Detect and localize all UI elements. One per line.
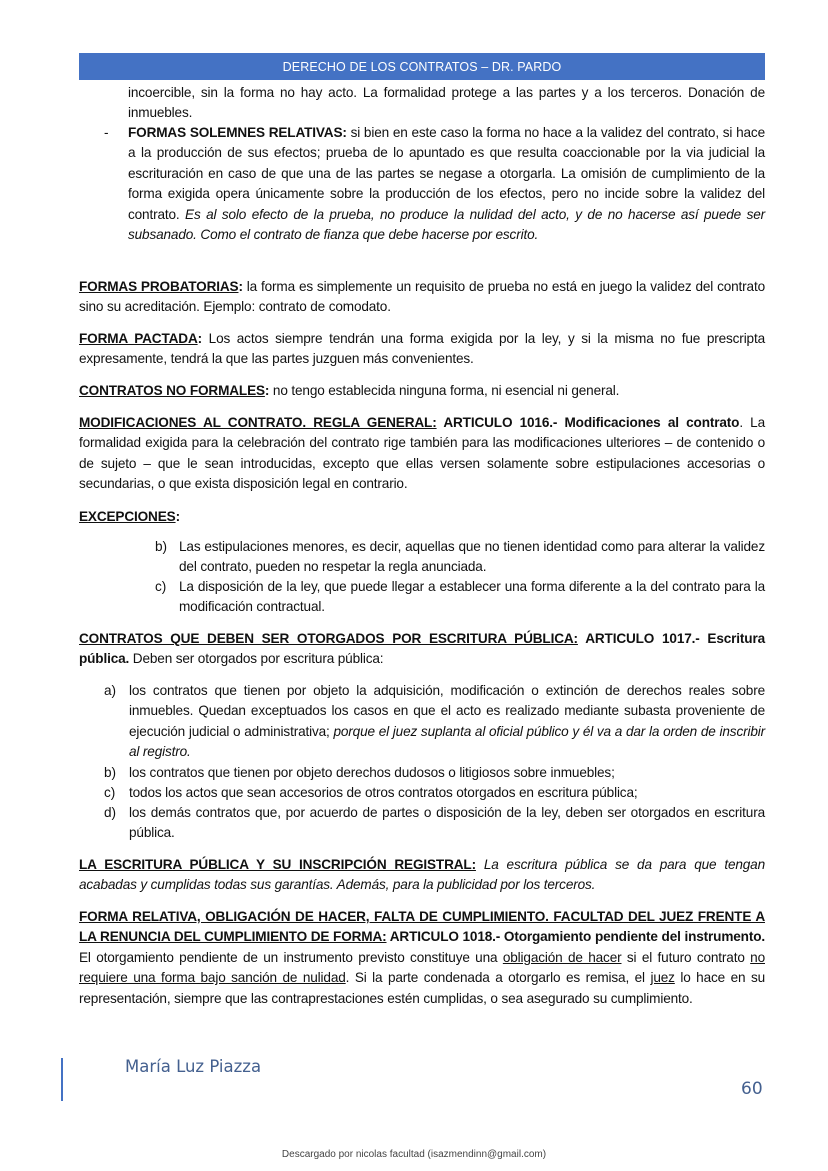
text-run: no tengo establecida ninguna forma, ni esencial ni general. (269, 383, 620, 398)
paragraph-non-formal (79, 381, 765, 401)
text-run: FORMAS PROBATORIAS (79, 279, 239, 294)
list-item (129, 803, 765, 844)
text-run: : (175, 509, 180, 524)
paragraph-registration (79, 855, 765, 896)
text-run: Los actos siempre tendrán una forma exigida por la ley, y si la misma no fue prescripta expresamente, tendrá la que las partes juzguen más convenientes. (79, 331, 766, 367)
list-label: b) (104, 765, 117, 780)
paragraph-relative-form (79, 907, 765, 1009)
text-run: la forma es simplemente un requisito de prueba no está en juego la validez del contrato sino su acreditación. Ejemplo: contrato de comodato. (79, 279, 766, 315)
text-run: CONTRATOS QUE DEBEN SER OTORGADOS POR ESCRITURA PÚBLICA: (79, 631, 578, 646)
paragraph-agreed-form (79, 329, 765, 370)
text-run: FORMAS SOLEMNES RELATIVAS: (128, 125, 347, 140)
download-note: Descargado por nicolas facultad (isazmendinn@gmail.com) (281, 1149, 547, 1160)
footer-divider (61, 1058, 63, 1101)
text-run: CONTRATOS NO FORMALES (79, 383, 265, 398)
paragraph-public-deed (79, 629, 765, 670)
text-run: Deben ser otorgados por escritura pública: (129, 651, 384, 667)
text-run: . Si la parte condenada a otorgarlo es remisa, el (345, 970, 651, 986)
list-item (129, 783, 765, 803)
list-label: c) (155, 579, 167, 594)
text-run: FORMA RELATIVA, OBLIGACIÓN DE HACER, FALTA DE CUMPLIMIENTO. FACULTAD DEL JUEZ FRENTE A LA RENUNCIA DEL CUMPLIMIENTO DE FORMA: (79, 909, 765, 945)
text-run: Las estipulaciones menores, es decir, aquellas que no tienen identidad como para alterar la validez del contrato, pueden no respetar la regla anunciada. (179, 539, 765, 575)
heading-exceptions (79, 507, 765, 527)
list-item (179, 577, 765, 618)
list-label: d) (104, 805, 117, 820)
text-run: ARTICULO 1016.- Modificaciones al contrato (436, 415, 740, 430)
list-item (179, 537, 765, 578)
text-run: los demás contratos que, por acuerdo de partes o disposición de la ley, deben ser otorgados en escritura pública. (129, 805, 765, 841)
list-label: b) (155, 539, 168, 554)
text-run: MODIFICACIONES AL CONTRATO. REGLA GENERAL: (79, 415, 437, 430)
footer-author: María Luz Piazza (125, 1057, 262, 1076)
text-run: EXCEPCIONES (79, 509, 176, 524)
text-run: si el futuro contrato (621, 949, 751, 965)
text-run: ARTICULO 1017.- Escritura pública. (79, 631, 765, 667)
text-run: . La formalidad exigida para la celebración del contrato rige también para las modificaciones ulteriores – de contenido o de sujeto – que le sean introducidas, excepto que ellas versen solamente sobre estipulaciones accesorias o secundarias, o que exista disposición legal en contrario. (79, 415, 766, 492)
dash-bullet: - (104, 125, 109, 140)
text-run: ARTICULO 1018.- Otorgamiento pendiente del instrumento. (386, 929, 765, 945)
text-run: incoercible, sin la forma no hay acto. La formalidad protege a las partes y a los terceros. Donación de inmuebles. (128, 85, 765, 121)
text-run: porque el juez suplanta al oficial público y él va a dar la orden de inscribir al registro. (129, 723, 766, 760)
list-label: c) (104, 785, 116, 800)
paragraph-modifications (79, 413, 765, 495)
text-run: los contratos que tienen por objeto derechos dudosos o litigiosos sobre inmuebles; (129, 765, 615, 780)
text-run: El otorgamiento pendiente de un instrumento previsto constituye una (79, 949, 503, 965)
paragraph-probatory-forms (79, 277, 765, 318)
text-run: no requiere una forma bajo sanción de nulidad (79, 949, 765, 986)
text-run: La disposición de la ley, que puede llegar a establecer una forma diferente a la del contrato para la modificación contractual. (179, 579, 765, 615)
text-run: : (264, 383, 270, 398)
text-run: : (197, 331, 203, 346)
running-header: DERECHO DE LOS CONTRATOS – DR. PARDO (79, 53, 765, 80)
text-run: todos los actos que sean accesorios de otros contratos otorgados en escritura pública; (129, 785, 638, 800)
text-run: FORMA PACTADA (79, 331, 198, 346)
page-number: 60 (741, 1079, 763, 1099)
text-run: lo hace en su representación, siempre que las contraprestaciones estén cumplidas, o sea asegurado su cumplimiento. (79, 970, 765, 1006)
text-run: los contratos que tienen por objeto la adquisición, modificación o extinción de derechos reales sobre inmuebles. Quedan exceptuados los casos en que el acto es realizado mediante subasta proveniente de ejecución judicial o administrativa; (129, 683, 765, 739)
paragraph-solemn-relative (128, 123, 765, 245)
text-run: Es al solo efecto de la prueba, no produce la nulidad del acto, y de no hacerse así puede ser subsanado. Como el contrato de fianza que debe hacerse por escrito. (128, 206, 766, 243)
list-item (129, 681, 765, 763)
paragraph-solemn-absolute-end (128, 83, 765, 124)
text-run: si bien en este caso la forma no hace a la validez del contrato, si hace a la producción de sus efectos; prueba de lo apuntado es que resulta coaccionable por la via judicial la escrituración en caso de que una de las partes se negase a otorgarla. La omisión de cumplimiento de la forma exigida opera únicamente sobre la producción de los efectos, pero no incide sobre la validez del contrato. (128, 125, 765, 222)
text-run: : (238, 279, 243, 294)
text-run: LA ESCRITURA PÚBLICA Y SU INSCRIPCIÓN REGISTRAL: (79, 857, 476, 872)
text-run: La escritura pública se da para que tengan acabadas y cumplidas todas sus garantías. Además, para la publicidad por los terceros. (79, 857, 766, 893)
list-item (129, 763, 765, 783)
text-run: obligación de hacer (502, 949, 622, 965)
list-label: a) (104, 683, 117, 698)
text-run: juez (650, 970, 675, 986)
